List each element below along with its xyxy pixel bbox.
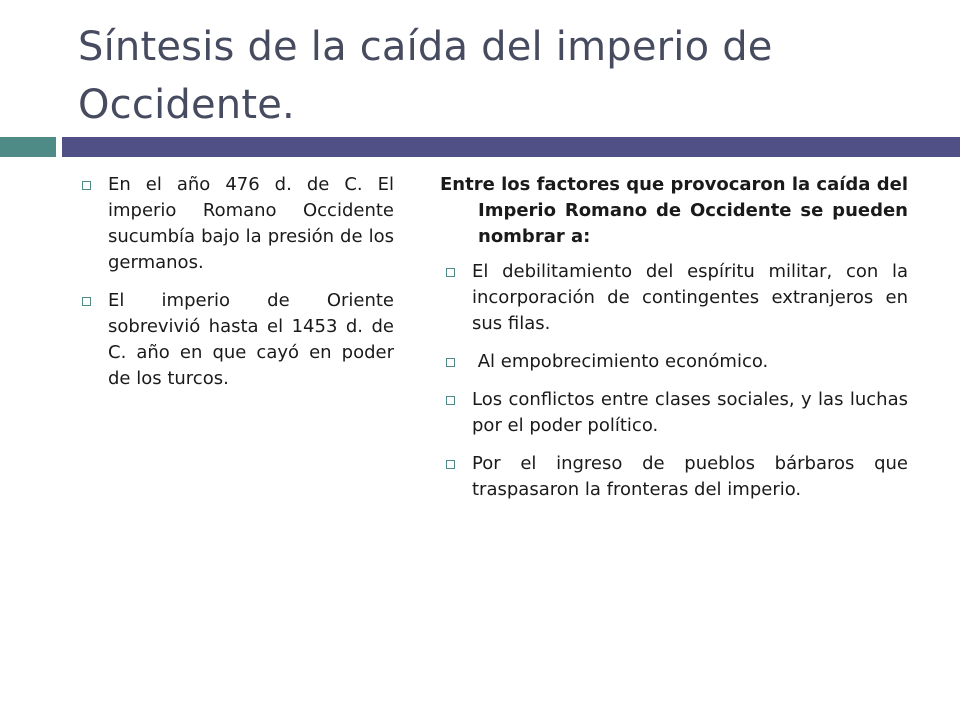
- square-bullet-icon: [82, 181, 91, 190]
- bullet-text: Al empobrecimiento económico.: [472, 351, 769, 372]
- slide-title: Síntesis de la caída del imperio de Occidente.: [78, 24, 773, 128]
- bullet-text: Por el ingreso de pueblos bárbaros que traspasaron la fronteras del imperio.: [472, 453, 908, 500]
- square-bullet-icon: [446, 460, 455, 469]
- square-bullet-icon: [446, 268, 455, 277]
- right-column: [440, 172, 908, 515]
- bullet-text: El imperio de Oriente sobrevivió hasta el 1453 d. de C. año en que cayó en poder de los turcos.: [108, 290, 394, 389]
- list-item: [76, 172, 394, 276]
- square-bullet-icon: [446, 396, 455, 405]
- title-accent-bar-teal: [0, 137, 56, 157]
- list-item: [440, 259, 908, 337]
- list-item: [440, 387, 908, 439]
- left-column: [76, 172, 394, 404]
- square-bullet-icon: [82, 297, 91, 306]
- list-item: [76, 288, 394, 392]
- left-bullet-list: [76, 172, 394, 392]
- bullet-text: Los conflictos entre clases sociales, y las luchas por el poder político.: [472, 389, 908, 436]
- title-accent-bar-purple: [62, 137, 960, 157]
- bullet-text: En el año 476 d. de C. El imperio Romano Occidente sucumbía bajo la presión de los germanos.: [108, 174, 394, 273]
- square-bullet-icon: [446, 358, 455, 367]
- bullet-text: El debilitamiento del espíritu militar, con la incorporación de contingentes extranjeros en sus filas.: [472, 261, 908, 334]
- list-item: [440, 451, 908, 503]
- list-item: [440, 349, 908, 375]
- right-bullet-list: [440, 259, 908, 503]
- factors-intro: Entre los factores que provocaron la caída del Imperio Romano de Occidente se pueden nombrar a:: [440, 174, 908, 247]
